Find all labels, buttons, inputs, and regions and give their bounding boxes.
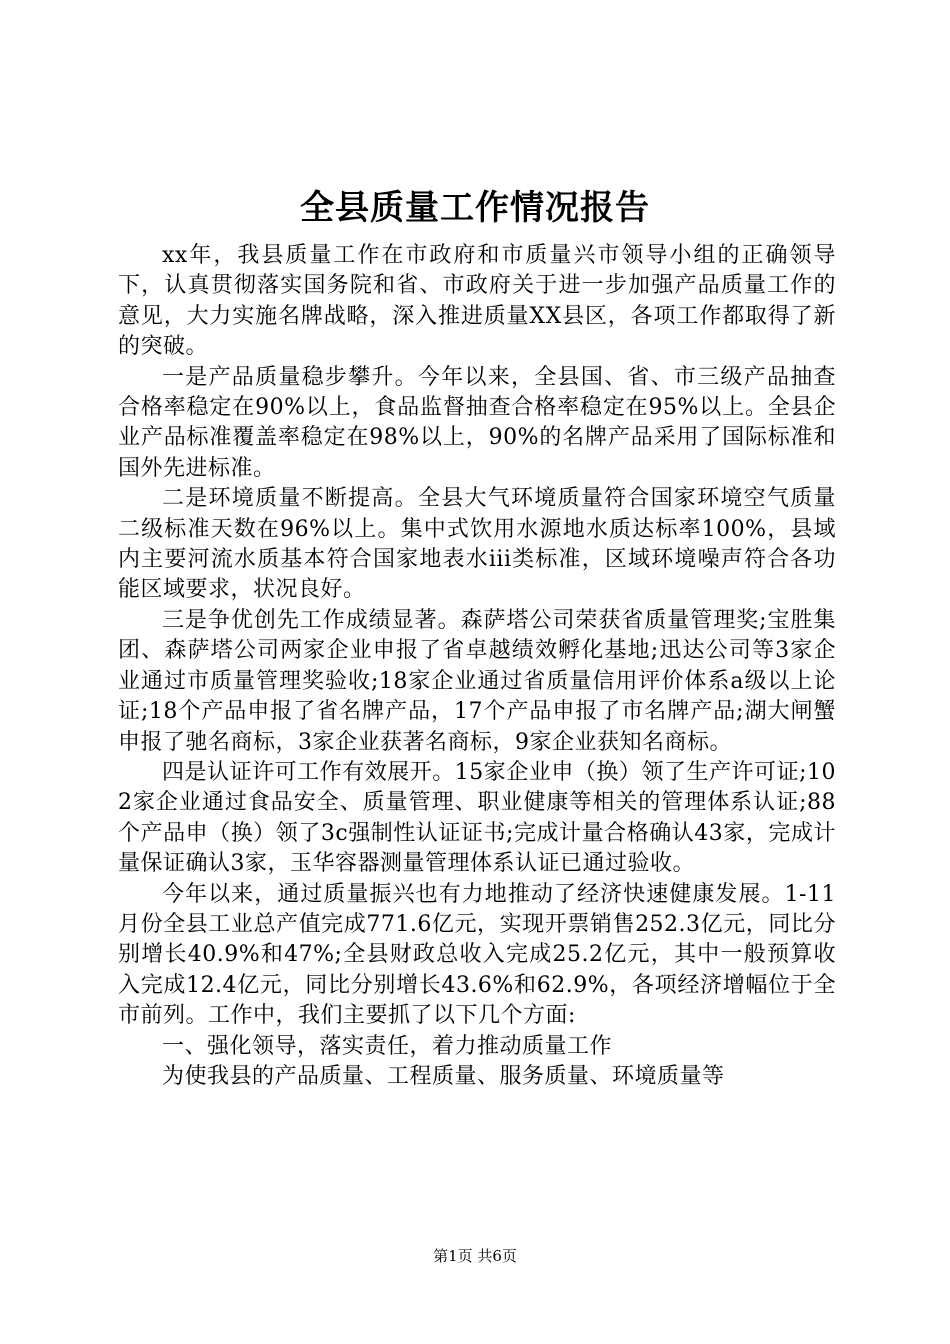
paragraph-environment-quality: 二是环境质量不断提高。全县大气环境质量符合国家环境空气质量二级标准天数在96%以上。集中式饮用水源地水质达标率100%，县域内主要河流水质基本符合国家地表水iii类标准，区域环境噪声符合各功能区域要求，状况良好。 (118, 486, 836, 603)
page-footer: 第1页 共6页 (433, 1247, 517, 1265)
document-title: 全县质量工作情况报告 (300, 188, 650, 228)
paragraph-product-quality: 一是产品质量稳步攀升。今年以来，全县国、省、市三级产品抽查合格率稳定在90%以上，食品监督抽查合格率稳定在95%以上。全县企业产品标准覆盖率稳定在98%以上，90%的名牌产品采用了国际标准和国外先进标准。 (118, 364, 836, 481)
section-heading-leadership: 一、强化领导，落实责任，着力推动质量工作 (162, 1033, 613, 1059)
paragraph-intro: xx年，我县质量工作在市政府和市质量兴市领导小组的正确领导下，认真贯彻落实国务院和省、市政府关于进一步加强产品质量工作的意见，大力实施名牌战略，深入推进质量XX县区，各项工作都取得了新的突破。 (118, 243, 836, 360)
document-body (118, 241, 836, 1092)
paragraph-certification: 四是认证许可工作有效展开。15家企业申（换）领了生产许可证;102家企业通过食品安全、质量管理、职业健康等相关的管理体系认证;88个产品申（换）领了3c强制性认证证书;完成计量合格确认43家，完成计量保证确认3家，玉华容器测量管理体系认证已通过验收。 (118, 759, 836, 877)
paragraph-awards: 三是争优创先工作成绩显著。森萨塔公司荣获省质量管理奖;宝胜集团、森萨塔公司两家企业申报了省卓越绩效孵化基地;迅达公司等3家企业通过市质量管理奖验收;18家企业通过省质量信用评价体系a级以上论证;18个产品申报了省名牌产品，17个产品申报了市名牌产品;湖大闸蟹申报了驰名商标，3家企业获著名商标，9家企业获知名商标。 (118, 607, 836, 755)
paragraph-continuation: 为使我县的产品质量、工程质量、服务质量、环境质量等 (162, 1063, 725, 1089)
paragraph-economy: 今年以来，通过质量振兴也有力地推动了经济快速健康发展。1-11月份全县工业总产值完成771.6亿元，实现开票销售252.3亿元，同比分别增长40.9%和47%;全县财政总收入完成25.2亿元，其中一般预算收入完成12.4亿元，同比分别增长43.6%和62.9%，各项经济增幅位于全市前列。工作中，我们主要抓了以下几个方面: (118, 881, 836, 1029)
